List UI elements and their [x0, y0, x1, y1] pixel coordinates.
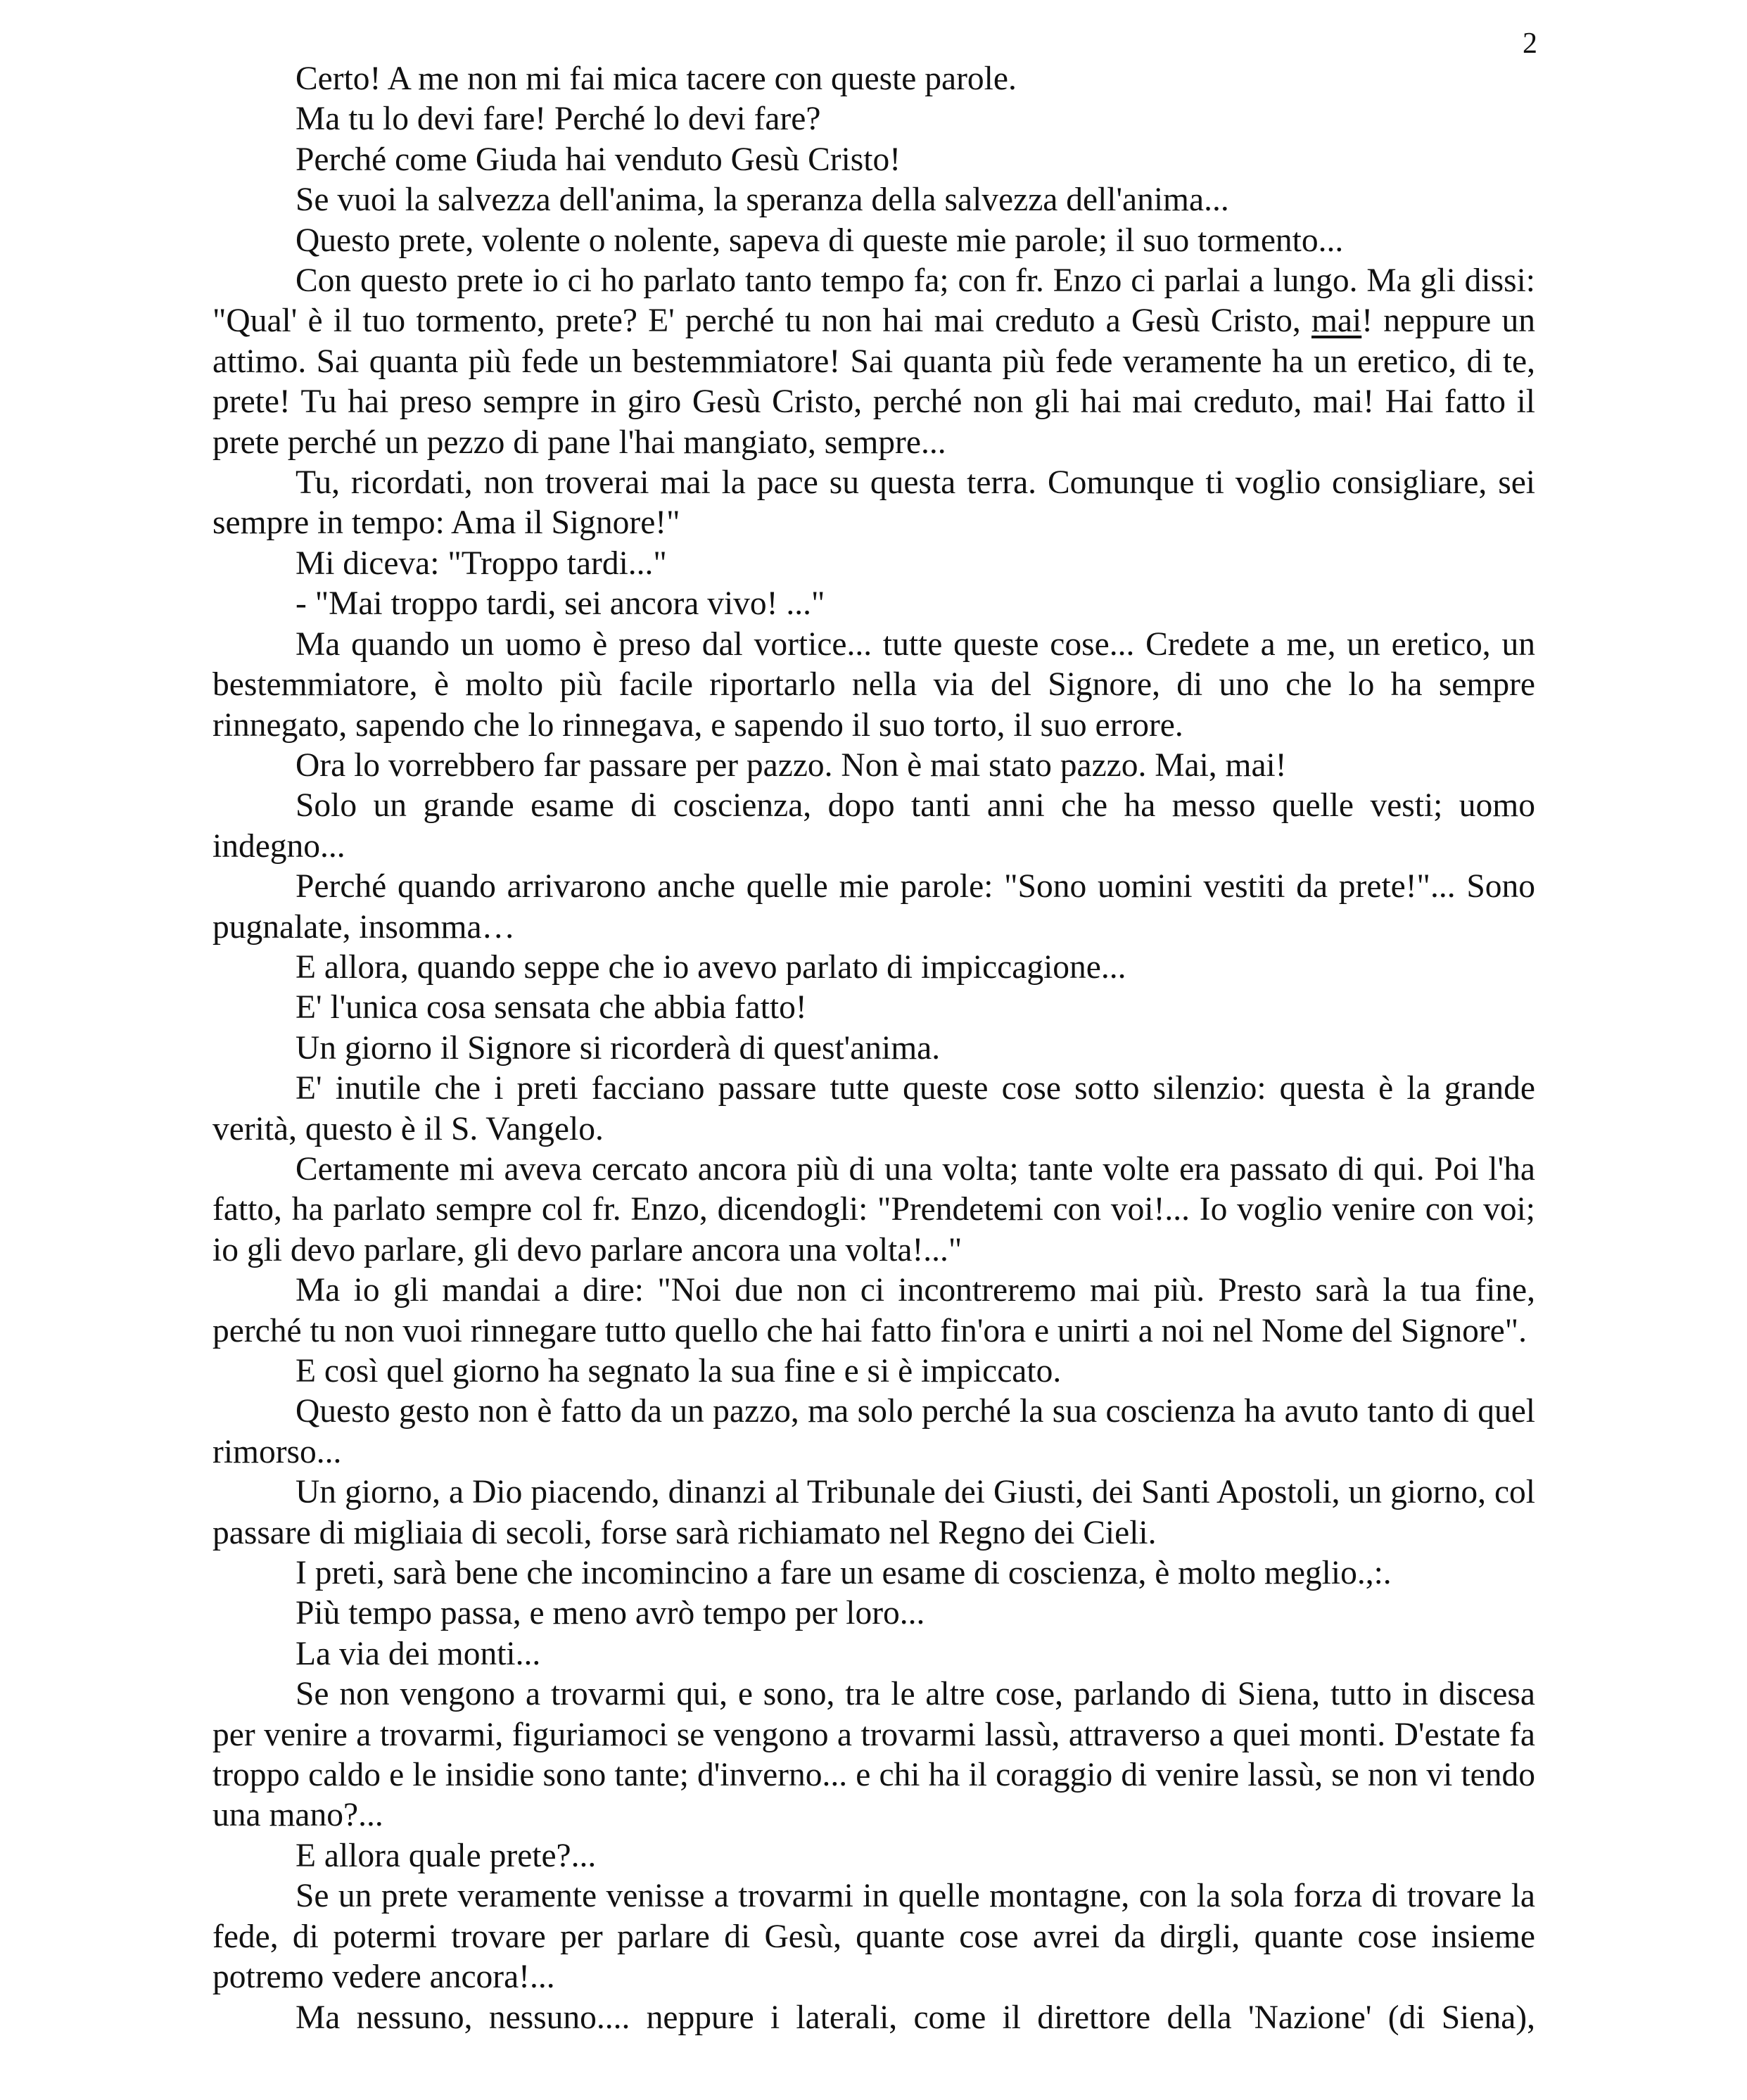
paragraph: E' l'unica cosa sensata che abbia fatto!	[296, 989, 807, 1026]
paragraph: I preti, sarà bene che incomincino a fare un esame di coscienza, è molto meglio.,:.	[296, 1555, 1392, 1592]
paragraph: Tu, ricordati, non troverai mai la pace su questa terra. Comunque ti voglio consigliare, sei sempre in tempo: Ama il Signore!"	[212, 464, 1535, 542]
body-text	[212, 59, 1535, 2038]
paragraph: Ma nessuno, nessuno.... neppure i laterali, come il direttore della 'Nazione' (di Siena),	[296, 1999, 1535, 2036]
paragraph: Ma tu lo devi fare! Perché lo devi fare?	[296, 101, 821, 138]
paragraph: Ora lo vorrebbero far passare per pazzo. Non è mai stato pazzo. Mai, mai!	[296, 746, 1287, 784]
paragraph: Più tempo passa, e meno avrò tempo per loro...	[296, 1595, 925, 1632]
paragraph: Se non vengono a trovarmi qui, e sono, tra le altre cose, parlando di Siena, tutto in discesa per venire a trovarmi, figuriamoci se vengono a trovarmi lassù, attraverso a quei monti. D'estate fa troppo caldo e le insidie sono tante; d'inverno... e chi ha il coraggio di venire lassù, se non vi tendo una mano?...	[212, 1676, 1535, 1834]
paragraph: E allora quale prete?...	[296, 1837, 597, 1874]
paragraph: Mi diceva: "Troppo tardi..."	[296, 545, 667, 582]
paragraph: Un giorno, a Dio piacendo, dinanzi al Tribunale dei Giusti, dei Santi Apostoli, un giorno, col passare di migliaia di secoli, forse sarà richiamato nel Regno dei Cieli.	[212, 1474, 1535, 1551]
paragraph	[212, 261, 1535, 463]
paragraph-text: Con questo prete io ci ho parlato tanto tempo fa; con fr. Enzo ci parlai a lungo. Ma gli dissi: "Qual' è il tuo tormento, prete? E' perché tu non hai mai creduto a Gesù Cristo,	[212, 262, 1535, 340]
page-number: 2	[1523, 27, 1537, 60]
paragraph: Perché quando arrivarono anche quelle mie parole: "Sono uomini vestiti da prete!"... Sono pugnalate, insomma…	[212, 868, 1535, 946]
paragraph: E allora, quando seppe che io avevo parlato di impiccagione...	[296, 948, 1126, 986]
paragraph: E' inutile che i preti facciano passare tutte queste cose sotto silenzio: questa è la grande verità, questo è il S. Vangelo.	[212, 1070, 1535, 1147]
paragraph: Certo! A me non mi fai mica tacere con queste parole.	[296, 61, 1017, 97]
paragraph: Ma io gli mandai a dire: "Noi due non ci incontreremo mai più. Presto sarà la tua fine, perché tu non vuoi rinnegare tutto quello che hai fatto fin'ora e unirti a noi nel Nome del Signore".	[212, 1272, 1535, 1349]
paragraph: Solo un grande esame di coscienza, dopo tanti anni che ha messo quelle vesti; uomo indegno...	[212, 787, 1535, 865]
paragraph: Perché come Giuda hai venduto Gesù Cristo!	[296, 141, 901, 178]
paragraph: E così quel giorno ha segnato la sua fine e si è impiccato.	[296, 1353, 1062, 1389]
paragraph: Questo gesto non è fatto da un pazzo, ma solo perché la sua coscienza ha avuto tanto di quel rimorso...	[212, 1393, 1535, 1470]
paragraph: La via dei monti...	[296, 1635, 541, 1672]
paragraph: Ma quando un uomo è preso dal vortice... tutte queste cose... Credete a me, un eretico, un bestemmiatore, è molto più facile riportarlo nella via del Signore, di uno che lo ha sempre rinnegato, sapendo che lo rinnegava, e sapendo il suo torto, il suo errore.	[212, 625, 1535, 744]
paragraph: Un giorno il Signore si ricorderà di quest'anima.	[296, 1029, 941, 1067]
paragraph: Certamente mi aveva cercato ancora più di una volta; tante volte era passato di qui. Poi l'ha fatto, ha parlato sempre col fr. Enzo, dicendogli: "Prendetemi con voi!... Io voglio venire con voi; io gli devo parlare, gli devo parlare ancora una volta!..."	[212, 1150, 1535, 1268]
paragraph: Questo prete, volente o nolente, sapeva di queste mie parole; il suo tormento...	[296, 222, 1344, 259]
paragraph: Se vuoi la salvezza dell'anima, la speranza della salvezza dell'anima...	[296, 182, 1229, 219]
paragraph: - "Mai troppo tardi, sei ancora vivo! ..."	[296, 585, 825, 623]
emphasis-underlined-text: mai	[1311, 303, 1362, 340]
paragraph-text: ! neppure un attimo. Sai quanta più fede un bestemmiatore! Sai quanta più fede veramente ha un eretico, di te, prete! Tu hai preso sempre in giro Gesù Cristo, perché non gli hai mai creduto, mai! Hai fatto il prete perché un pezzo di pane l'hai mangiato, sempre...	[212, 303, 1535, 461]
paragraph: Se un prete veramente venisse a trovarmi in quelle montagne, con la sola forza di trovare la fede, di potermi trovare per parlare di Gesù, quante cose avrei da dirgli, quante cose insieme potremo vedere ancora!...	[212, 1878, 1535, 1996]
